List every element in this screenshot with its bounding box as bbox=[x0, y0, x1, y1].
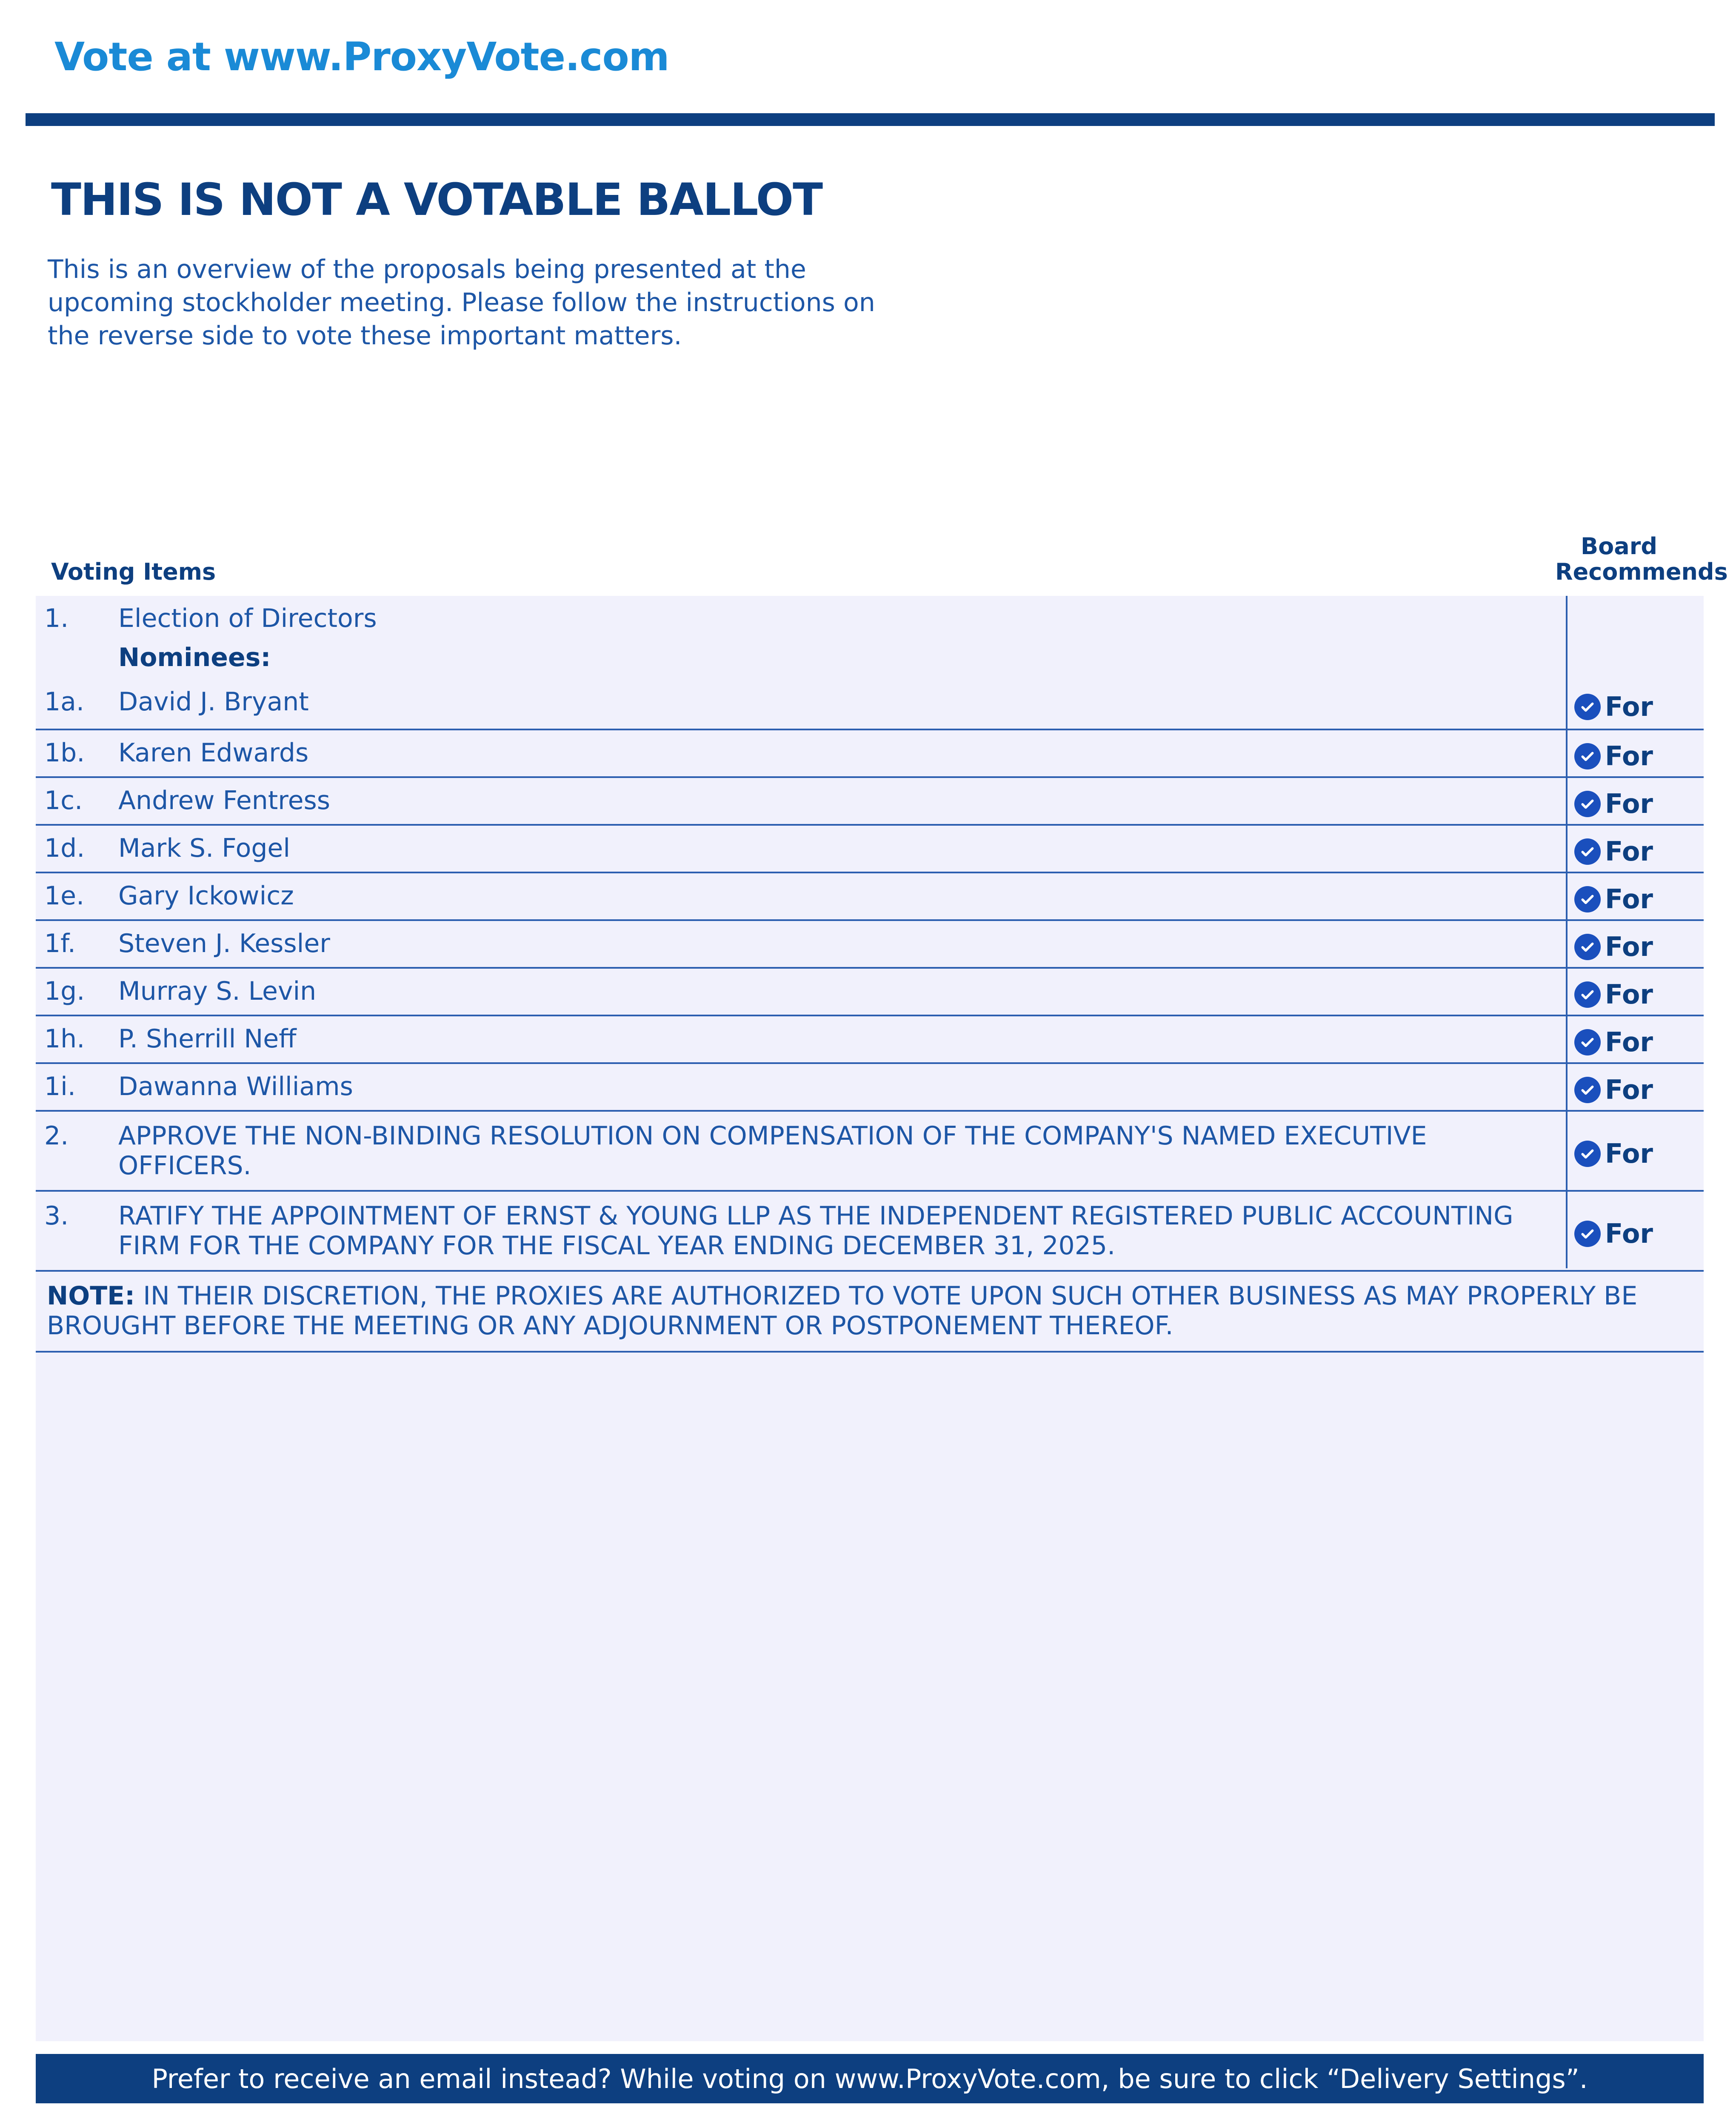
table-row bbox=[36, 1016, 1704, 1064]
note-label: NOTE: bbox=[47, 1281, 135, 1311]
proposal-text: RATIFY THE APPOINTMENT OF ERNST & YOUNG LLP AS THE INDEPENDENT REGISTERED PUBLIC ACCOUNTING FIRM FOR THE COMPANY FOR THE FISCAL YEAR ENDING DECEMBER 31, 2025. bbox=[118, 1201, 1513, 1261]
nominee-name: Mark S. Fogel bbox=[118, 833, 291, 863]
nominee-name: Gary Ickowicz bbox=[118, 881, 294, 911]
nominee-name: David J. Bryant bbox=[118, 687, 309, 717]
column-header-voting-items: Voting Items bbox=[51, 558, 216, 585]
nominee-name: Murray S. Levin bbox=[118, 976, 317, 1006]
recommendation bbox=[1574, 1027, 1653, 1058]
check-circle-icon bbox=[1574, 791, 1601, 817]
recommendation-label: For bbox=[1605, 1218, 1653, 1249]
check-circle-icon bbox=[1574, 694, 1601, 720]
nominee-number: 1f. bbox=[44, 929, 76, 958]
recommendation bbox=[1574, 1074, 1653, 1105]
nominee-number: 1e. bbox=[44, 881, 85, 911]
nominee-number: 1d. bbox=[44, 833, 85, 863]
nominee-number: 1i. bbox=[44, 1072, 76, 1101]
recommendation bbox=[1574, 884, 1653, 915]
table-row bbox=[36, 1112, 1704, 1192]
item-label: Election of Directors bbox=[118, 604, 377, 633]
recommendation-label: For bbox=[1605, 1138, 1653, 1169]
recommendation bbox=[1574, 741, 1653, 772]
table-row bbox=[36, 778, 1704, 826]
item-number: 1. bbox=[44, 604, 69, 633]
recommendation bbox=[1574, 836, 1653, 867]
nominee-rows bbox=[36, 730, 1704, 1112]
recommendation bbox=[1574, 1218, 1653, 1249]
nominee-name: P. Sherrill Neff bbox=[118, 1024, 297, 1054]
proposal-number: 2. bbox=[44, 1121, 69, 1151]
check-circle-icon bbox=[1574, 743, 1601, 769]
recommendation bbox=[1574, 1138, 1653, 1169]
recommendation bbox=[1574, 979, 1653, 1010]
recommendation-label: For bbox=[1605, 741, 1653, 772]
check-circle-icon bbox=[1574, 838, 1601, 865]
recommendation bbox=[1574, 788, 1653, 819]
note bbox=[36, 1272, 1704, 1353]
footer-banner bbox=[36, 2054, 1704, 2103]
check-circle-icon bbox=[1574, 886, 1601, 912]
recommendation-label: For bbox=[1605, 979, 1653, 1010]
nominee-number: 1c. bbox=[44, 786, 83, 815]
nominee-name: Dawanna Williams bbox=[118, 1072, 353, 1101]
check-circle-icon bbox=[1574, 981, 1601, 1008]
check-circle-icon bbox=[1574, 1029, 1601, 1055]
header-title: Vote at www.ProxyVote.com bbox=[54, 34, 669, 80]
nominee-number: 1b. bbox=[44, 738, 85, 768]
table-row bbox=[36, 873, 1704, 921]
column-header-board-recommends-text: Board Recommends bbox=[1555, 533, 1728, 585]
voting-items-table bbox=[36, 596, 1704, 1353]
table-row bbox=[36, 730, 1704, 778]
recommendation-label: For bbox=[1605, 931, 1653, 962]
table-row bbox=[36, 921, 1704, 969]
intro-paragraph: This is an overview of the proposals being presented at the upcoming stockholder meeting. Please follow the instructions on the reverse side to vote these important matters. bbox=[48, 255, 875, 351]
check-circle-icon bbox=[1574, 1221, 1601, 1247]
recommendation-label: For bbox=[1605, 836, 1653, 867]
page-title: THIS IS NOT A VOTABLE BALLOT bbox=[51, 174, 822, 226]
table-row bbox=[36, 826, 1704, 873]
nominee-name: Steven J. Kessler bbox=[118, 929, 330, 958]
note-text: IN THEIR DISCRETION, THE PROXIES ARE AUTHORIZED TO VOTE UPON SUCH OTHER BUSINESS AS MAY PROPERLY BE BROUGHT BEFORE THE MEETING OR ANY ADJOURNMENT OR POSTPONEMENT THEREOF. bbox=[47, 1281, 1638, 1341]
table-row bbox=[36, 1064, 1704, 1112]
recommendation bbox=[1574, 691, 1653, 722]
proposal-text: APPROVE THE NON-BINDING RESOLUTION ON COMPENSATION OF THE COMPANY'S NAMED EXECUTIVE OFFICERS. bbox=[118, 1121, 1427, 1181]
proposal-rows bbox=[36, 1112, 1704, 1272]
recommendation-label: For bbox=[1605, 884, 1653, 915]
nominees-label: Nominees: bbox=[118, 643, 271, 672]
proposal-number: 3. bbox=[44, 1201, 69, 1231]
column-header-board-recommends bbox=[1528, 533, 1728, 585]
recommendation-label: For bbox=[1605, 788, 1653, 819]
nominee-number: 1h. bbox=[44, 1024, 85, 1054]
table-row bbox=[36, 969, 1704, 1016]
nominee-number: 1g. bbox=[44, 976, 85, 1006]
recommendation bbox=[1574, 931, 1653, 962]
recommendation-label: For bbox=[1605, 691, 1653, 722]
nominee-name: Andrew Fentress bbox=[118, 786, 331, 815]
nominee-name: Karen Edwards bbox=[118, 738, 309, 768]
check-circle-icon bbox=[1574, 1141, 1601, 1167]
footer-text: Prefer to receive an email instead? While voting on www.ProxyVote.com, be sure to click “Delivery Settings”. bbox=[151, 2063, 1588, 2094]
nominee-number: 1a. bbox=[44, 687, 85, 717]
check-circle-icon bbox=[1574, 934, 1601, 960]
table-row bbox=[36, 1192, 1704, 1272]
election-row bbox=[36, 596, 1704, 730]
check-circle-icon bbox=[1574, 1077, 1601, 1103]
header-rule bbox=[26, 113, 1715, 126]
recommendation-label: For bbox=[1605, 1027, 1653, 1058]
recommendation-label: For bbox=[1605, 1074, 1653, 1105]
